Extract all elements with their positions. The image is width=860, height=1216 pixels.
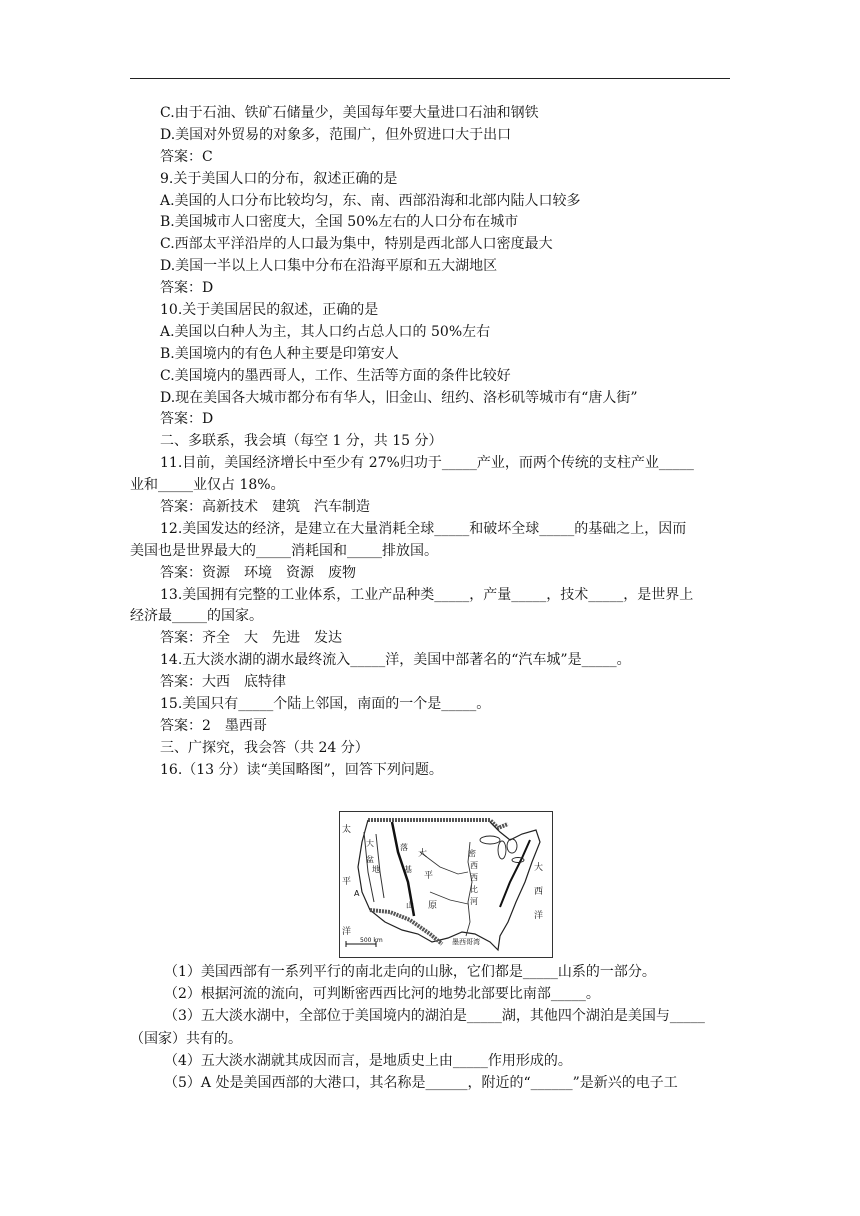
- question-12-cont: 美国也是世界最大的_____消耗国和_____排放国。: [130, 542, 438, 559]
- option-line: C.西部太平洋沿岸的人口最为集中，特别是西北部人口密度最大: [160, 236, 553, 253]
- answer-line: 答案：C: [160, 148, 213, 165]
- map-label: 地: [372, 865, 380, 874]
- section-heading: 三、广探究，我会答（共 24 分）: [160, 739, 369, 756]
- question-15: 15.美国只有_____个陆上邻国，南面的一个是_____。: [160, 696, 491, 713]
- appalachian-line: [500, 840, 530, 907]
- map-label: 墨西哥湾: [452, 938, 480, 946]
- option-line: A.美国的人口分布比较均匀，东、南、西部沿海和北部内陆人口较多: [160, 192, 581, 209]
- great-lake: [507, 839, 517, 853]
- question-13-cont: 经济最_____的国家。: [130, 608, 263, 625]
- question-16-parts: [130, 961, 730, 1094]
- answer-line: 答案：资源 环境 资源 废物: [160, 564, 356, 581]
- map-label: 密: [468, 849, 476, 858]
- map-label: 平: [424, 871, 434, 881]
- option-line: D.美国一半以上人口集中分布在沿海平原和五大湖地区: [160, 258, 498, 275]
- question-13: 13.美国拥有完整的工业体系，工业产品种类_____，产量_____，技术_____，是世界上: [160, 586, 694, 603]
- map-label: 比: [470, 885, 478, 894]
- option-line: B.美国城市人口密度大，全国 50%左右的人口分布在城市: [160, 214, 519, 231]
- map-label: 盆: [366, 855, 374, 864]
- answer-line: 答案：D: [160, 280, 214, 297]
- map-label: 山: [406, 901, 414, 910]
- sub-question: （4）五大淡水湖就其成因而言，是地质史上由_____作用形成的。: [164, 1052, 572, 1069]
- question-16: 16.（13 分）读“美国略图”，回答下列问题。: [160, 761, 443, 778]
- question-11-cont: 业和_____业仅占 18%。: [130, 477, 285, 494]
- option-line: C.美国境内的墨西哥人，工作、生活等方面的条件比较好: [160, 367, 511, 384]
- header-rule: [130, 78, 730, 79]
- map-label: A: [354, 889, 360, 898]
- map-label: 原: [428, 901, 438, 911]
- map-label: 西: [470, 861, 478, 870]
- canada-border: [368, 820, 508, 828]
- sub-question: （2）根据河流的流向，可判断密西西比河的地势北部要比南部_____。: [164, 986, 600, 1003]
- map-label: 洋: [534, 911, 544, 921]
- map-label: 大: [534, 863, 544, 873]
- question-14: 14.五大淡水湖的湖水最终流入_____洋，美国中部著名的“汽车城”是_____。: [160, 652, 631, 669]
- document-body: [130, 103, 730, 782]
- answer-line: 答案：齐全 大 先进 发达: [160, 630, 342, 647]
- map-label: 500 km: [360, 937, 383, 944]
- question-9: 9.关于美国人口的分布，叙述正确的是: [160, 170, 398, 187]
- option-line: D.现在美国各大城市都分布有华人，旧金山、纽约、洛杉矶等城市有“唐人街”: [160, 389, 638, 406]
- great-lake: [480, 836, 500, 844]
- map-label: 西: [534, 887, 544, 897]
- map-label: 洋: [342, 927, 352, 937]
- question-10: 10.关于美国居民的叙述，正确的是: [160, 302, 379, 319]
- map-label: 大: [366, 839, 374, 848]
- sub-question: （3）五大淡水湖中，全部位于美国境内的湖泊是_____湖，其他四个湖泊是美国与_____: [164, 1008, 705, 1025]
- option-line: B.美国境内的有色人种主要是印第安人: [160, 345, 399, 362]
- map-label: 河: [470, 897, 478, 906]
- great-lake: [512, 858, 524, 863]
- map-label: 太: [342, 825, 352, 835]
- text-line: D.美国对外贸易的对象多，范围广，但外贸进口大于出口: [160, 126, 512, 143]
- text-line: C.由于石油、铁矿石储量少，美国每年要大量进口石油和钢铁: [160, 105, 539, 121]
- section-heading: 二、多联系，我会填（每空 1 分，共 15 分）: [160, 433, 443, 450]
- answer-line: 答案：大西 底特律: [160, 674, 286, 691]
- answer-line: 答案：高新技术 建筑 汽车制造: [160, 499, 370, 516]
- sub-question: （5）A 处是美国西部的大港口，其名称是______，附近的“______”是新兴的电子工: [164, 1074, 678, 1091]
- map-label: 落: [400, 843, 408, 852]
- map-label: 基: [404, 865, 412, 874]
- usa-sketch-map: [339, 811, 553, 958]
- answer-line: 答案：D: [160, 411, 214, 428]
- sub-question: （1）美国西部有一系列平行的南北走向的山脉，它们都是_____山系的一部分。: [164, 964, 656, 980]
- map-label: 西: [470, 873, 478, 882]
- question-12: 12.美国发达的经济，是建立在大量消耗全球_____和破坏全球_____的基础之上，因而: [160, 520, 687, 537]
- great-lake: [498, 841, 506, 859]
- sub-question-cont: （国家）共有的。: [130, 1030, 242, 1047]
- question-11: 11.目前，美国经济增长中至少有 27%归功于_____产业，而两个传统的支柱产业_____: [160, 455, 694, 472]
- map-label: 平: [342, 877, 352, 887]
- answer-line: 答案：2 墨西哥: [160, 717, 267, 734]
- option-line: A.美国以白种人为主，其人口约占总人口的 50%左右: [160, 323, 491, 340]
- map-label: 大: [418, 849, 428, 859]
